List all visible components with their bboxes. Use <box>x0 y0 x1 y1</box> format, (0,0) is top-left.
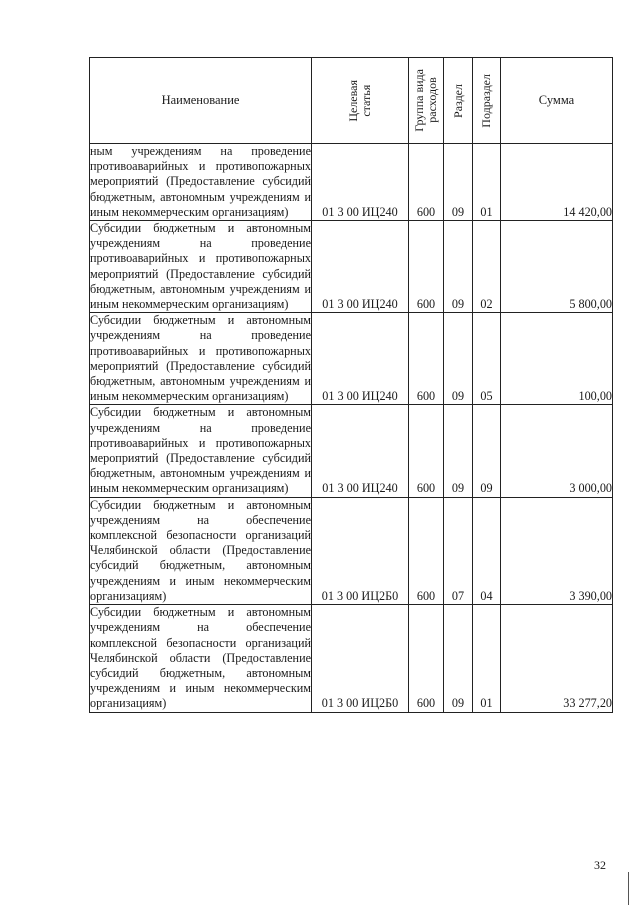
table-row <box>90 144 613 221</box>
row-target-article: 01 3 00 ИЦ240 <box>312 221 409 313</box>
row-expense-group: 600 <box>409 313 444 405</box>
table-row <box>90 605 613 712</box>
row-sum: 3 390,00 <box>501 497 613 604</box>
row-section: 07 <box>444 497 473 604</box>
header-subsection <box>473 58 501 144</box>
row-name: Субсидии бюджетным и автономным учреждениям на обеспечение комплексной безопасности организаций Челябинской области (Предоставление субсидий бюджетным, автономным учреждениям и иным некоммерческим организациям) <box>90 605 311 711</box>
row-expense-group: 600 <box>409 221 444 313</box>
header-section-label: Раздел <box>450 83 465 118</box>
header-target-article-label: Целевая статья <box>346 79 373 122</box>
header-sum: Сумма <box>501 58 613 144</box>
row-subsection: 05 <box>473 313 501 405</box>
budget-table <box>89 57 613 713</box>
row-subsection: 04 <box>473 497 501 604</box>
row-name: Субсидии бюджетным и автономным учреждениям на проведение противоаварийных и противопожарных мероприятий (Предоставление субсидий бюджетным, автономным учреждениям и иным некоммерческим организациям) <box>90 221 311 312</box>
row-target-article: 01 3 00 ИЦ2Б0 <box>312 497 409 604</box>
table-row <box>90 497 613 604</box>
row-expense-group: 600 <box>409 605 444 712</box>
row-target-article: 01 3 00 ИЦ240 <box>312 313 409 405</box>
header-section <box>444 58 473 144</box>
row-section: 09 <box>444 221 473 313</box>
row-expense-group: 600 <box>409 497 444 604</box>
row-target-article: 01 3 00 ИЦ240 <box>312 405 409 497</box>
header-subsection-label: Подраздел <box>479 73 493 128</box>
table-row <box>90 313 613 405</box>
row-subsection: 01 <box>473 144 501 221</box>
header-target-article <box>312 58 409 144</box>
row-expense-group: 600 <box>409 144 444 221</box>
row-section: 09 <box>444 144 473 221</box>
row-name: Субсидии бюджетным и автономным учреждениям на обеспечение комплексной безопасности организаций Челябинской области (Предоставление субсидий бюджетным, автономным учреждениям и иным некоммерческим организациям) <box>90 497 311 603</box>
row-name: ным учреждениям на проведение противоаварийных и противопожарных мероприятий (Предоставление субсидий бюджетным, автономным учреждениям и иным некоммерческим организациям) <box>90 144 311 219</box>
row-name: Субсидии бюджетным и автономным учреждениям на проведение противоаварийных и противопожарных мероприятий (Предоставление субсидий бюджетным, автономным учреждениям и иным некоммерческим организациям) <box>90 313 311 404</box>
table-header-row <box>90 58 613 144</box>
margin-mark <box>628 872 629 905</box>
page-number: 32 <box>594 858 606 872</box>
table-row <box>90 221 613 313</box>
row-sum: 33 277,20 <box>501 605 613 712</box>
header-name: Наименование <box>90 58 312 144</box>
header-expense-group-label: Группа вида расходов <box>412 69 439 132</box>
row-target-article: 01 3 00 ИЦ2Б0 <box>312 605 409 712</box>
row-section: 09 <box>444 605 473 712</box>
row-section: 09 <box>444 405 473 497</box>
row-subsection: 09 <box>473 405 501 497</box>
row-sum: 5 800,00 <box>501 221 613 313</box>
row-sum: 3 000,00 <box>501 405 613 497</box>
row-sum: 100,00 <box>501 313 613 405</box>
row-subsection: 01 <box>473 605 501 712</box>
table-row <box>90 405 613 497</box>
row-subsection: 02 <box>473 221 501 313</box>
row-target-article: 01 3 00 ИЦ240 <box>312 144 409 221</box>
row-expense-group: 600 <box>409 405 444 497</box>
row-section: 09 <box>444 313 473 405</box>
row-sum: 14 420,00 <box>501 144 613 221</box>
row-name: Субсидии бюджетным и автономным учреждениям на проведение противоаварийных и противопожарных мероприятий (Предоставление субсидий бюджетным, автономным учреждениям и иным некоммерческим организациям) <box>90 405 311 496</box>
header-expense-group <box>409 58 444 144</box>
